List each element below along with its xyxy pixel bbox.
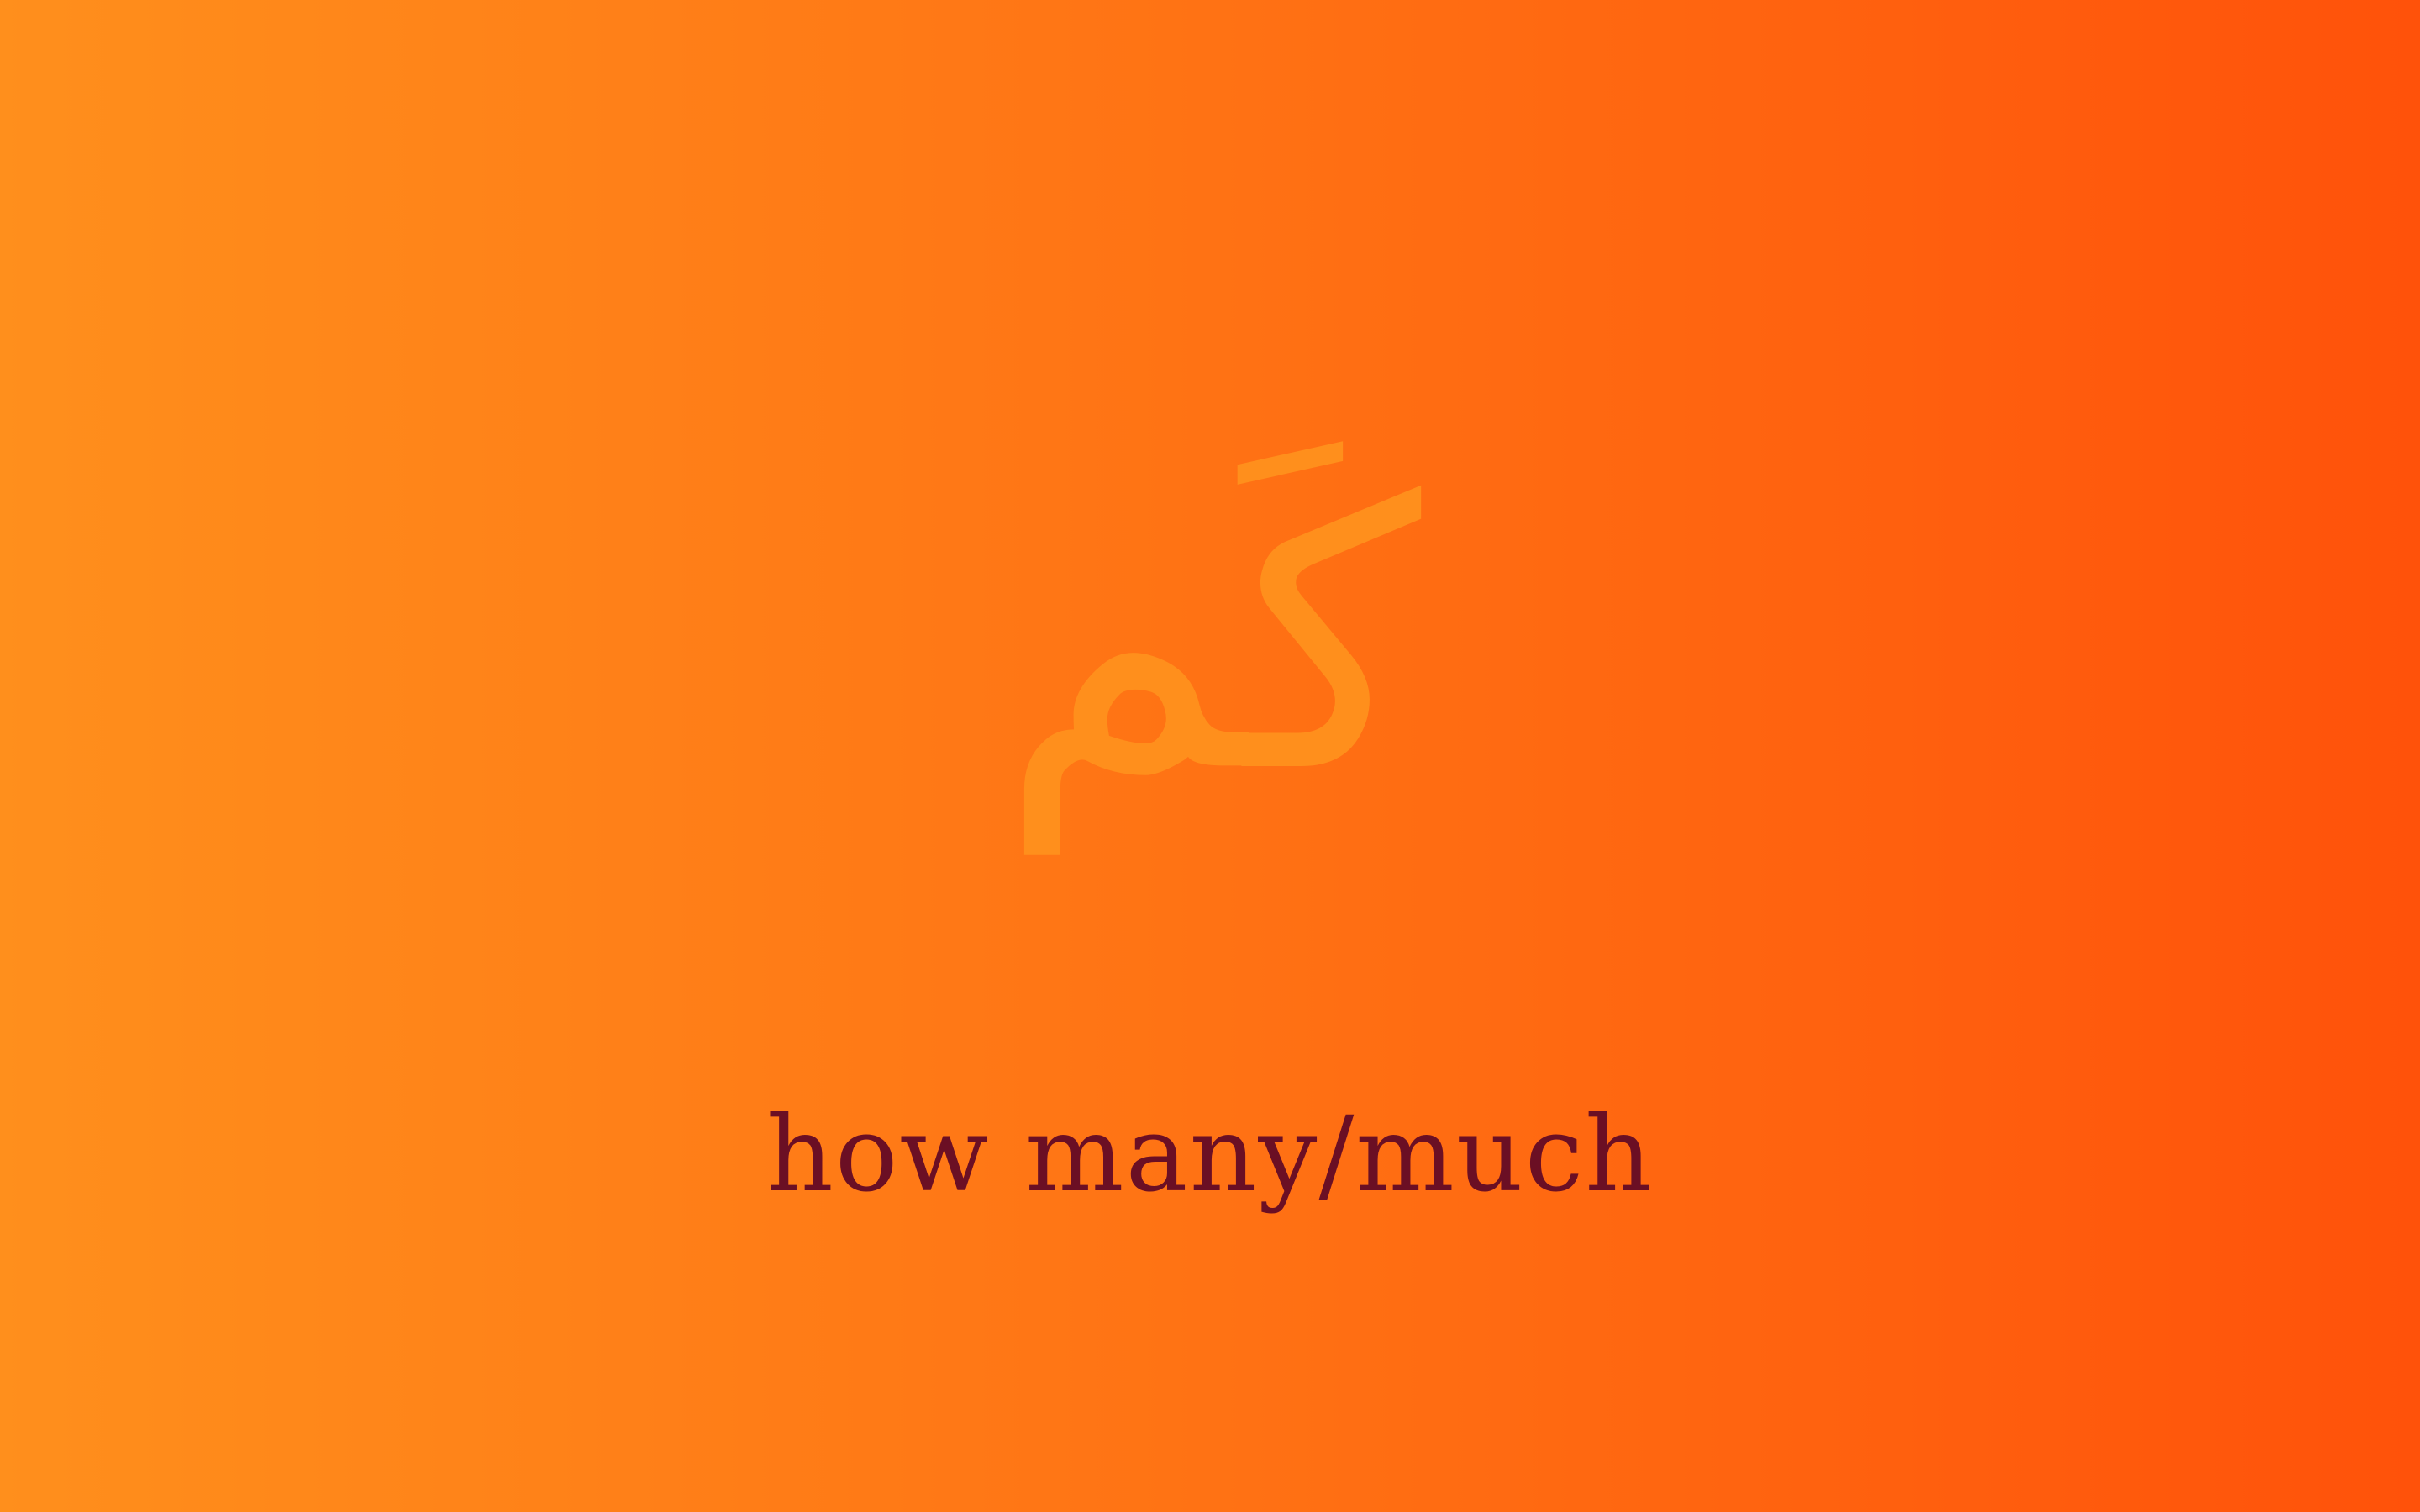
arabic-word: كَم [998, 423, 1422, 853]
translation-text: how many/much [765, 1095, 1655, 1215]
